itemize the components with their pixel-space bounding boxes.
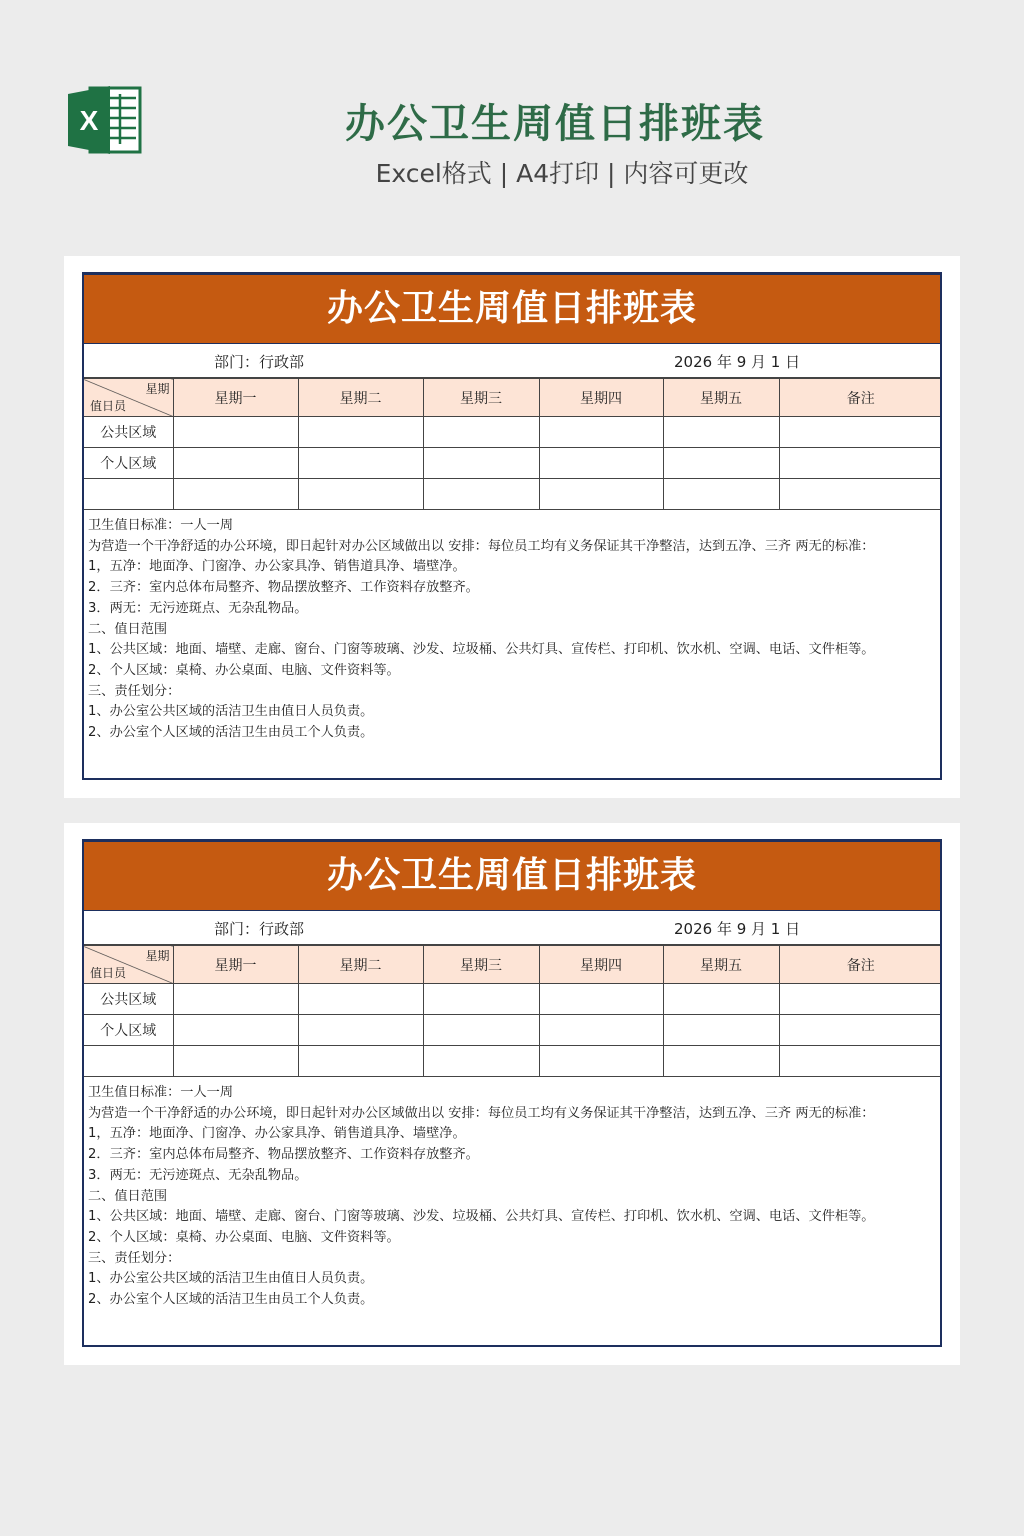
schedule-cell[interactable] bbox=[173, 1015, 298, 1046]
notes-block bbox=[84, 510, 940, 744]
schedule-cell[interactable] bbox=[423, 479, 539, 510]
weekday-axis-label: 星期 bbox=[145, 949, 170, 963]
svg-text:X: X bbox=[79, 105, 99, 136]
row-label[interactable] bbox=[84, 1046, 173, 1077]
schedule-cell[interactable] bbox=[298, 479, 423, 510]
schedule-cell[interactable] bbox=[539, 1015, 663, 1046]
schedule-cell[interactable] bbox=[298, 448, 423, 479]
row-label: 个人区域 bbox=[84, 1015, 173, 1046]
col-monday: 星期一 bbox=[173, 379, 298, 417]
schedule-cell[interactable] bbox=[423, 1015, 539, 1046]
row-label: 公共区域 bbox=[84, 417, 173, 448]
note-line: 二、值日范围 bbox=[88, 621, 168, 637]
note-line: 2、个人区域：桌椅、办公桌面、电脑、文件资料等。 bbox=[88, 662, 400, 678]
col-tuesday: 星期二 bbox=[298, 379, 423, 417]
col-remark: 备注 bbox=[779, 946, 942, 984]
table-header-row bbox=[84, 379, 942, 417]
schedule-cell[interactable] bbox=[173, 1046, 298, 1077]
note-line: 卫生值日标准：一人一周 bbox=[88, 518, 234, 533]
table-row bbox=[84, 417, 942, 448]
preview-card-2 bbox=[64, 823, 960, 1365]
col-remark: 备注 bbox=[779, 379, 942, 417]
schedule-cell[interactable] bbox=[663, 984, 779, 1015]
info-row bbox=[84, 344, 940, 378]
schedule-cell[interactable] bbox=[539, 984, 663, 1015]
schedule-cell[interactable] bbox=[663, 417, 779, 448]
schedule-cell[interactable] bbox=[539, 479, 663, 510]
table-row bbox=[84, 1015, 942, 1046]
note-line: 2．三齐：室内总体布局整齐、物品摆放整齐、工作资料存放整齐。 bbox=[88, 580, 479, 596]
page-subtitle: Excel格式 | A4打印 | 内容可更改 bbox=[375, 159, 749, 188]
table-row bbox=[84, 984, 942, 1015]
schedule-cell[interactable] bbox=[298, 1046, 423, 1077]
col-tuesday: 星期二 bbox=[298, 946, 423, 984]
staff-axis-label: 值日员 bbox=[90, 966, 127, 980]
note-line: 二、值日范围 bbox=[88, 1188, 168, 1204]
department-label: 部门：行政部 bbox=[214, 353, 305, 371]
schedule-sheet bbox=[82, 272, 942, 780]
schedule-cell[interactable] bbox=[173, 448, 298, 479]
col-thursday: 星期四 bbox=[539, 379, 663, 417]
schedule-cell[interactable] bbox=[423, 984, 539, 1015]
page-title: 办公卫生周值日排班表 bbox=[345, 101, 765, 147]
staff-axis-label: 值日员 bbox=[90, 399, 127, 413]
diagonal-header-cell bbox=[84, 946, 173, 984]
schedule-cell[interactable] bbox=[663, 1046, 779, 1077]
schedule-cell[interactable] bbox=[173, 479, 298, 510]
schedule-sheet bbox=[82, 839, 942, 1347]
schedule-cell[interactable] bbox=[539, 417, 663, 448]
note-line: 2、办公室个人区域的活洁卫生由员工个人负责。 bbox=[88, 725, 374, 741]
schedule-cell[interactable] bbox=[173, 984, 298, 1015]
note-line: 1，五净：地面净、门窗净、办公家具净、销售道具净、墙壁净。 bbox=[88, 1126, 466, 1142]
note-line: 三、责任划分： bbox=[88, 1250, 181, 1266]
note-line: 2．三齐：室内总体布局整齐、物品摆放整齐、工作资料存放整齐。 bbox=[88, 1147, 479, 1163]
schedule-cell[interactable] bbox=[663, 479, 779, 510]
remark-cell[interactable] bbox=[779, 984, 942, 1015]
note-line: 为营造一个干净舒适的办公环境，即日起针对办公区域做出以 安排：每位员工均有义务保证其干净整洁，达到五净、三齐 两无的标准： bbox=[88, 1105, 875, 1121]
note-line: 1，五净：地面净、门窗净、办公家具净、销售道具净、墙壁净。 bbox=[88, 559, 466, 575]
note-line: 三、责任划分： bbox=[88, 683, 181, 699]
remark-cell[interactable] bbox=[779, 448, 942, 479]
table-row bbox=[84, 448, 942, 479]
schedule-cell[interactable] bbox=[539, 448, 663, 479]
schedule-cell[interactable] bbox=[298, 1015, 423, 1046]
schedule-cell[interactable] bbox=[539, 1046, 663, 1077]
notes-block bbox=[84, 1077, 940, 1311]
date-label: 2026 年 9 月 1 日 bbox=[674, 353, 801, 371]
date-label: 2026 年 9 月 1 日 bbox=[674, 920, 801, 938]
note-line: 3．两无：无污迹斑点、无杂乱物品。 bbox=[88, 1167, 308, 1183]
note-line: 1、公共区域：地面、墙壁、走廊、窗台、门窗等玻璃、沙发、垃圾桶、公共灯具、宣传栏、打印机、饮水机、空调、电话、文件柜等。 bbox=[88, 1209, 875, 1225]
note-line: 2、办公室个人区域的活洁卫生由员工个人负责。 bbox=[88, 1292, 374, 1308]
table-row bbox=[84, 479, 942, 510]
sheet-title: 办公卫生周值日排班表 bbox=[84, 275, 940, 344]
schedule-cell[interactable] bbox=[663, 1015, 779, 1046]
remark-cell[interactable] bbox=[779, 479, 942, 510]
schedule-cell[interactable] bbox=[423, 448, 539, 479]
col-monday: 星期一 bbox=[173, 946, 298, 984]
table-header-row bbox=[84, 946, 942, 984]
sheet-title: 办公卫生周值日排班表 bbox=[84, 842, 940, 911]
schedule-cell[interactable] bbox=[423, 1046, 539, 1077]
row-label: 个人区域 bbox=[84, 448, 173, 479]
note-line: 为营造一个干净舒适的办公环境，即日起针对办公区域做出以 安排：每位员工均有义务保证其干净整洁，达到五净、三齐 两无的标准： bbox=[88, 538, 875, 554]
preview-card-1 bbox=[64, 256, 960, 798]
remark-cell[interactable] bbox=[779, 1015, 942, 1046]
col-wednesday: 星期三 bbox=[423, 379, 539, 417]
remark-cell[interactable] bbox=[779, 1046, 942, 1077]
department-label: 部门：行政部 bbox=[214, 920, 305, 938]
note-line: 3．两无：无污迹斑点、无杂乱物品。 bbox=[88, 600, 308, 616]
note-line: 卫生值日标准：一人一周 bbox=[88, 1085, 234, 1100]
schedule-cell[interactable] bbox=[298, 984, 423, 1015]
schedule-table bbox=[84, 378, 942, 510]
col-wednesday: 星期三 bbox=[423, 946, 539, 984]
info-row bbox=[84, 911, 940, 945]
note-line: 1、办公室公共区域的活洁卫生由值日人员负责。 bbox=[88, 1271, 374, 1287]
row-label: 公共区域 bbox=[84, 984, 173, 1015]
remark-cell[interactable] bbox=[779, 417, 942, 448]
diagonal-header-cell bbox=[84, 379, 173, 417]
col-friday: 星期五 bbox=[663, 946, 779, 984]
note-line: 2、个人区域：桌椅、办公桌面、电脑、文件资料等。 bbox=[88, 1229, 400, 1245]
row-label[interactable] bbox=[84, 479, 173, 510]
weekday-axis-label: 星期 bbox=[145, 382, 170, 396]
col-friday: 星期五 bbox=[663, 379, 779, 417]
schedule-cell[interactable] bbox=[298, 417, 423, 448]
note-line: 1、公共区域：地面、墙壁、走廊、窗台、门窗等玻璃、沙发、垃圾桶、公共灯具、宣传栏、打印机、饮水机、空调、电话、文件柜等。 bbox=[88, 642, 875, 658]
schedule-cell[interactable] bbox=[423, 417, 539, 448]
schedule-cell[interactable] bbox=[663, 448, 779, 479]
col-thursday: 星期四 bbox=[539, 946, 663, 984]
schedule-table bbox=[84, 945, 942, 1077]
table-row bbox=[84, 1046, 942, 1077]
note-line: 1、办公室公共区域的活洁卫生由值日人员负责。 bbox=[88, 704, 374, 720]
schedule-cell[interactable] bbox=[173, 417, 298, 448]
